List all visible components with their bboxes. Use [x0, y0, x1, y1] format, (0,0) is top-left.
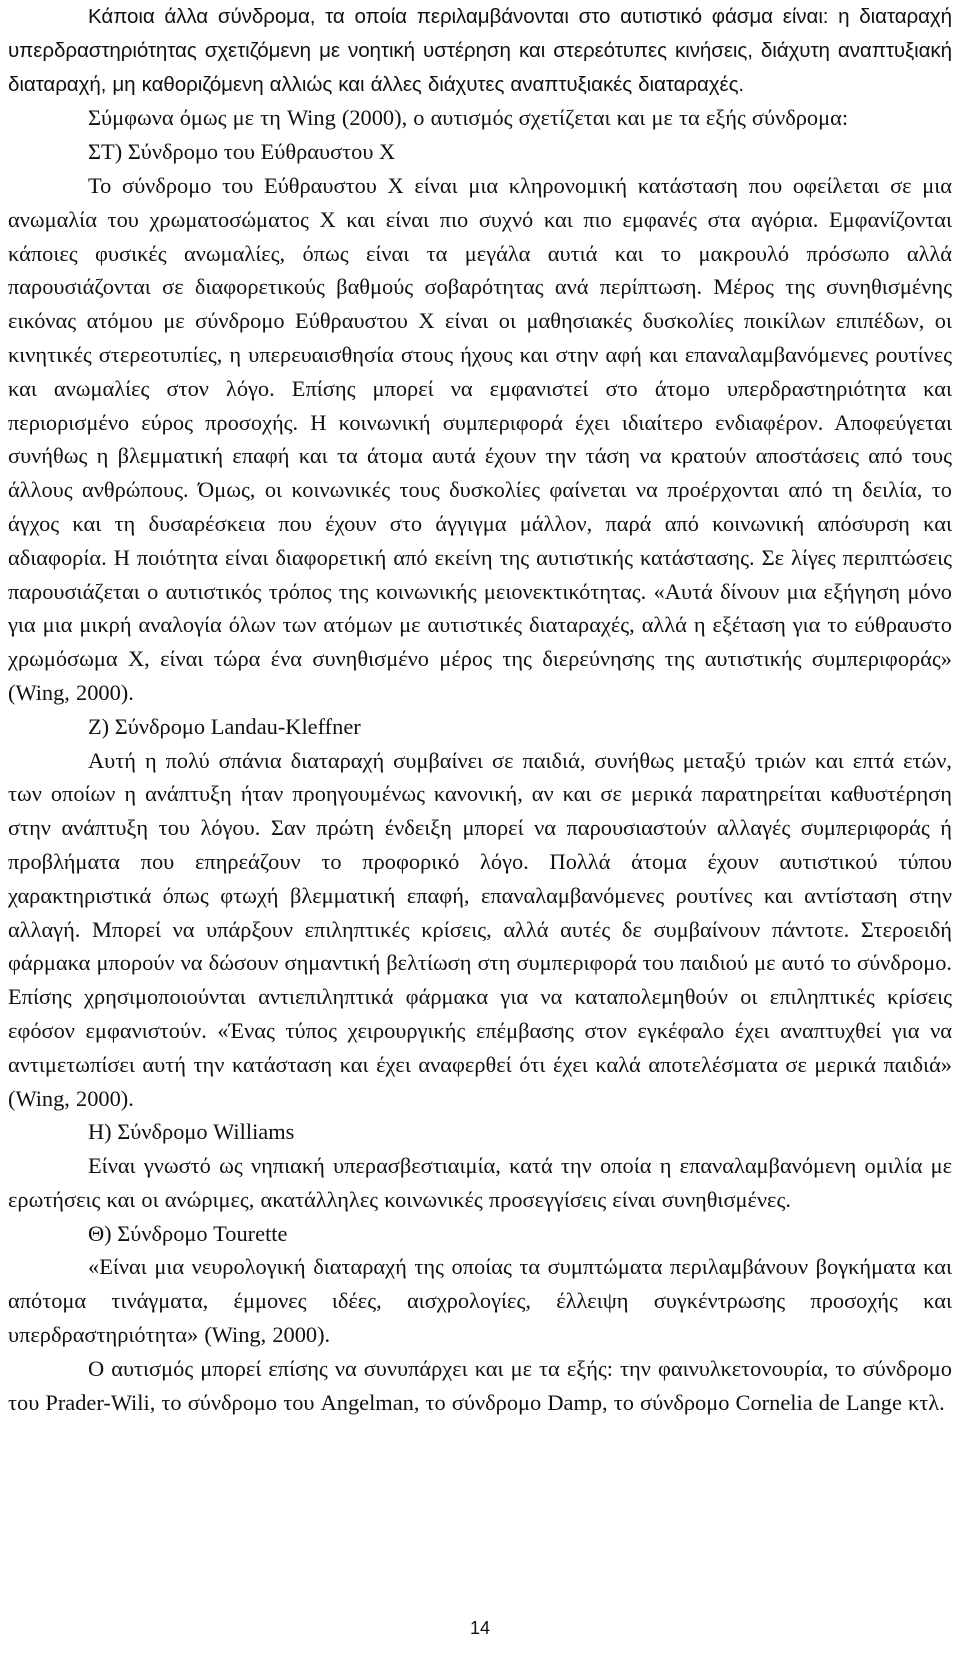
- intro-paragraph: Κάποια άλλα σύνδρομα, τα οποία περιλαμβάνονται στο αυτιστικό φάσμα είναι: η διαταραχή υπερδραστηριότητας σχετιζόμενη με νοητική υστέρηση και στερεότυπες κινήσεις, διάχυτη αναπτυξιακή διαταραχή, μη καθοριζόμενη αλλιώς και άλλες διάχυτες αναπτυξιακές διαταραχές.: [8, 5, 952, 96]
- wing-intro-paragraph: Σύμφωνα όμως με τη Wing (2000), ο αυτισμός σχετίζεται και με τα εξής σύνδρομα:: [88, 105, 849, 131]
- tourette-paragraph: «Είναι μια νευρολογική διαταραχή της οποίας τα συμπτώματα περιλαμβάνουν βογκήματα και απότομα τινάγματα, έμμονες ιδέες, αισχρολογίες, έλλειψη συγκέντρωσης προσοχής και υπερδραστηριότητα» (Wing, 2000).: [8, 1254, 952, 1348]
- section-heading-landau-kleffner: Ζ) Σύνδρομο Landau-Kleffner: [88, 713, 361, 739]
- section-heading-fragile-x: ΣΤ) Σύνδρομο του Εύθραυστου Χ: [88, 139, 396, 165]
- section-heading-tourette: Θ) Σύνδρομο Tourette: [88, 1220, 288, 1246]
- fragile-x-paragraph: [8, 169, 952, 710]
- page-body: [8, 0, 952, 1419]
- fragile-x-body: Εμφανίζονται κάποιες φυσικές ανωμαλίες, όπως είναι τα μεγάλα αυτιά και το μακρουλό πρόσωπο αλλά παρουσιάζονται σε διαφορετικούς βαθμούς σοβαρότητας ανά περίπτωση. Μέρος της συνηθισμένης εικόνας ατόμου με σύνδρομο Εύθραυστου Χ είναι οι μαθησιακές δυσκολίες ποικίλων επιπέδων, οι κινητικές στερεοτυπίες, η υπερευαισθησία στους ήχους και στην αφή και επαναλαμβανόμενες ρουτίνες και ανωμαλίες στον λόγο. Επίσης μπορεί να εμφανιστεί στο άτομο υπερδραστηριότητα και περιορισμένο εύρος προσοχής. Η κοινωνική συμπεριφορά έχει ιδιαίτερο ενδιαφέρον. Αποφεύγεται συνήθως η βλεμματική επαφή και τα άτομα αυτά έχουν την τάση να κρατούν αποστάσεις από τους άλλους ανθρώπους. Όμως, οι κοινωνικές τους δυσκολίες φαίνεται να προέρχονται από τη δειλία, το άγχος και τη δυσαρέσκεια που έχουν στο άγγιγμα μάλλον, παρά από κοινωνική απόσυρση και αδιαφορία. Η ποιότητα είναι διαφορετική από εκείνη της αυτιστικής κατάστασης. Σε λίγες περιπτώσεις παρουσιάζεται ο αυτιστικός τρόπος της κοινωνικής μειονεκτικότητας. «Αυτά δίνουν μια εξήγηση μόνο για μια μικρή αναλογία όλων των ατόμων με αυτιστικές διαταραχές, αλλά η εξέταση για το εύθραυστο χρωμόσωμα Χ, είναι τώρα ένα συνηθισμένο μέρος της διερεύνησης της αυτιστικής συμπεριφοράς» (Wing, 2000).: [8, 206, 952, 705]
- comorbidity-paragraph: Ο αυτισμός μπορεί επίσης να συνυπάρχει και με τα εξής: την φαινυλκετονουρία, το σύνδρομο του Prader-Wili, το σύνδρομο του Angelman, το σύνδρομο Damp, το σύνδρομο Cornelia de Lange κτλ.: [8, 1355, 952, 1415]
- fragile-x-lead: Το σύνδρομο του Εύθραυστου Χ είναι μια κληρονομική κατάσταση που οφείλεται σε μια ανωμαλία του χρωματοσώματος Χ και είναι πιο συχνό και πιο εμφανές στα αγόρια.: [8, 172, 952, 232]
- landau-kleffner-paragraph: Αυτή η πολύ σπάνια διαταραχή συμβαίνει σε παιδιά, συνήθως μεταξύ τριών και επτά ετών, των οποίων η ανάπτυξη ήταν προηγουμένως κανονική, αν και σε μερικά παρατηρείται καθυστέρηση στην ανάπτυξη του λόγου. Σαν πρώτη ένδειξη μπορεί να παρουσιαστούν αλλαγές συμπεριφοράς ή προβλήματα που επηρεάζουν το προφορικό λόγο. Πολλά άτομα έχουν αυτιστικού τύπου χαρακτηριστικά όπως φτωχή βλεμματική επαφή, επαναλαμβανόμενες ρουτίνες και αντίσταση στην αλλαγή. Μπορεί να υπάρξουν επιληπτικές κρίσεις, αλλά αυτές δε συμβαίνουν πάντοτε. Στεροειδή φάρμακα μπορούν να δώσουν σημαντική βελτίωση στη συμπεριφορά του παιδιού με αυτό το σύνδρομο. Επίσης χρησιμοποιούνται αντιεπιληπτικά φάρμακα για να καταπολεμηθούν οι επιληπτικές κρίσεις εφόσον εμφανιστούν. «Ένας τύπος χειρουργικής επέμβασης στον εγκέφαλο έχει αναπτυχθεί για να αντιμετωπίσει αυτή την κατάσταση και έχει αναφερθεί ότι έχει καλά αποτελέσματα σε μερικά παιδιά» (Wing, 2000).: [8, 747, 952, 1111]
- williams-paragraph: Είναι γνωστό ως νηπιακή υπερασβεστιαιμία, κατά την οποία η επαναλαμβανόμενη ομιλία με ερωτήσεις και οι ανώριμες, ακατάλληλες κοινωνικές προσεγγίσεις είναι συνηθισμένες.: [8, 1153, 952, 1212]
- page-number: 14: [469, 1618, 491, 1638]
- section-heading-williams: Η) Σύνδρομο Williams: [88, 1119, 295, 1145]
